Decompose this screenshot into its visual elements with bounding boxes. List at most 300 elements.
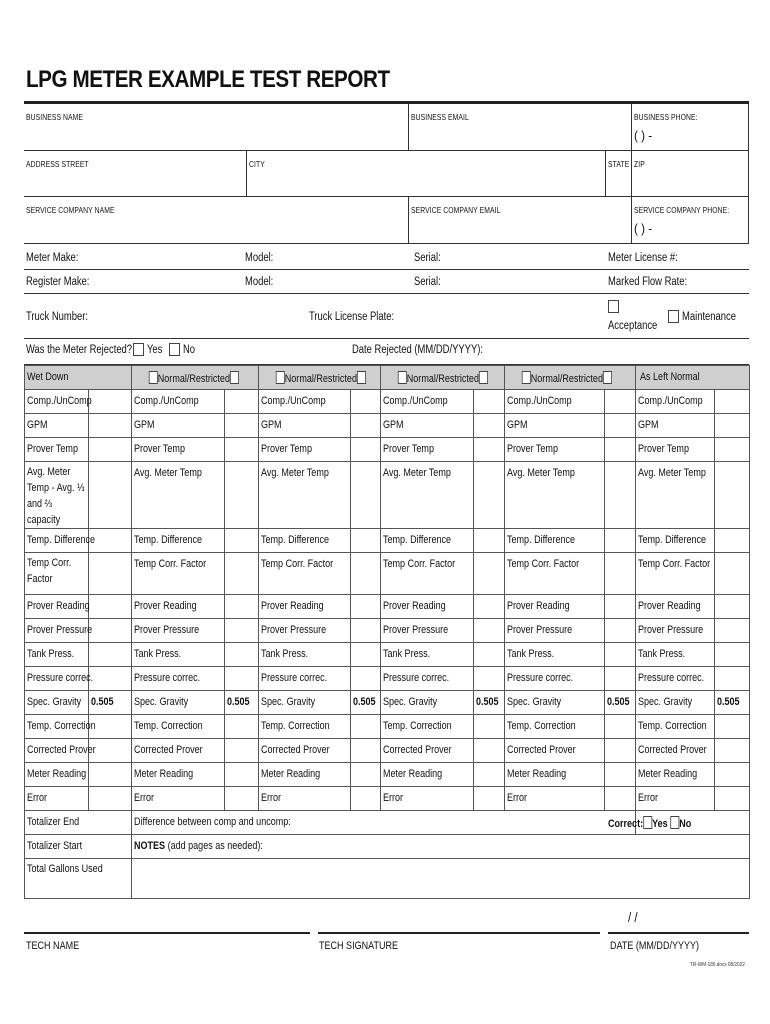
grid-value-cell[interactable]: [351, 787, 381, 811]
grid-row-label: [505, 667, 605, 691]
restricted-checkbox-2[interactable]: [357, 371, 366, 384]
grid-row-label-text: Prover Temp: [638, 443, 689, 455]
grid-value-cell[interactable]: [225, 414, 259, 438]
grid-row-label: [25, 595, 89, 619]
truck-license-plate-label: Truck License Plate:: [309, 311, 395, 323]
difference-label: [132, 811, 636, 835]
grid-row-label: [381, 595, 474, 619]
grid-value-cell[interactable]: [225, 390, 259, 414]
grid-row-label: [25, 462, 89, 529]
grid-row-label-text: Prover Temp: [134, 443, 185, 455]
grid-row-label: [505, 529, 605, 553]
grid-row-label-text: Error: [638, 792, 659, 804]
grid-row: [25, 390, 750, 414]
grid-row-label: [505, 739, 605, 763]
tech-name-line: [24, 932, 310, 934]
totalizer-end-row: [25, 811, 750, 835]
service-company-email-field[interactable]: [408, 197, 631, 244]
state-label: STATE: [608, 160, 630, 169]
grid-value-cell[interactable]: [225, 667, 259, 691]
grid-row-label-text: Error: [261, 792, 282, 804]
service-company-name-label: SERVICE COMPANY NAME: [26, 206, 115, 215]
grid-row: [25, 763, 750, 787]
grid-row-label-text: Prover Reading: [638, 600, 701, 612]
grid-row-label: [132, 390, 225, 414]
grid-value-cell[interactable]: [225, 715, 259, 739]
date-line: [608, 932, 749, 934]
grid-value-cell[interactable]: [89, 763, 132, 787]
grid-row: [25, 414, 750, 438]
grid-row-label: [259, 553, 351, 595]
grid-row-label: [132, 414, 225, 438]
grid-row: [25, 691, 750, 715]
grid-value-cell[interactable]: [225, 787, 259, 811]
service-company-email-label: SERVICE COMPANY EMAIL: [411, 206, 501, 215]
rejected-no-checkbox[interactable]: [169, 343, 180, 356]
service-company-phone-field[interactable]: [631, 197, 749, 244]
city-field[interactable]: [246, 151, 605, 197]
grid-row-label: [259, 715, 351, 739]
grid-row-label: [505, 715, 605, 739]
grid-row-label: [636, 691, 715, 715]
grid-value-cell[interactable]: [605, 438, 636, 462]
grid-value-cell[interactable]: [89, 438, 132, 462]
grid-row-label: [636, 787, 715, 811]
grid-row-label: [132, 438, 225, 462]
correct-wrap: [608, 811, 722, 830]
grid-value-cell[interactable]: [351, 667, 381, 691]
grid-row-label-text: Error: [27, 792, 48, 804]
test-grid: [24, 365, 750, 899]
grid-row-label: [25, 414, 89, 438]
grid-row: [25, 553, 750, 595]
was-rejected-label: Was the Meter Rejected?: [26, 344, 133, 356]
grid-value-cell[interactable]: [474, 529, 505, 553]
grid-value-cell[interactable]: [474, 390, 505, 414]
grid-row-label-text: Pressure correc.: [134, 672, 201, 684]
col-header-wet-down-text: Wet Down: [27, 371, 69, 383]
grid-row-label-text: Tank Press.: [638, 648, 686, 660]
grid-row-label: [259, 462, 351, 529]
date-slashes: / /: [628, 909, 638, 925]
maintenance-label: Maintenance: [682, 311, 737, 323]
grid-row-label: [381, 643, 474, 667]
spec-gravity-value-text: 0.505: [717, 696, 740, 708]
grid-row-label-text: GPM: [261, 419, 282, 431]
total-gallons-label: [25, 859, 132, 899]
grid-value-cell[interactable]: [715, 619, 750, 643]
acceptance-label: Acceptance: [608, 320, 658, 332]
grid-row-label-text: Tank Press.: [261, 648, 309, 660]
grid-row-label-text: Corrected Prover: [27, 744, 96, 756]
grid-row-label: [132, 529, 225, 553]
totalizer-end-label-text: Totalizer End: [27, 816, 80, 828]
spec-gravity-value: [474, 691, 505, 715]
grid-value-cell[interactable]: [225, 619, 259, 643]
grid-value-cell[interactable]: [605, 643, 636, 667]
grid-value-cell[interactable]: [89, 643, 132, 667]
grid-value-cell[interactable]: [474, 414, 505, 438]
zip-field[interactable]: [631, 151, 749, 197]
grid-row-label-text: Prover Temp: [383, 443, 434, 455]
grid-row-label-text: GPM: [638, 419, 659, 431]
grid-row-label: [636, 529, 715, 553]
grid-row-label: [25, 553, 89, 595]
totalizer-start-label-text: Totalizer Start: [27, 840, 83, 852]
grid-row-label: [636, 715, 715, 739]
grid-value-cell[interactable]: [605, 667, 636, 691]
grid-row-label: [132, 643, 225, 667]
grid-row-label-text: Spec. Gravity: [507, 696, 562, 708]
grid-row-label-text: GPM: [383, 419, 404, 431]
meter-model-label: Model:: [245, 252, 274, 264]
grid-row-label: [259, 763, 351, 787]
report-title: LPG METER EXAMPLE TEST REPORT: [26, 66, 390, 93]
grid-row-label: [132, 763, 225, 787]
grid-row-label: [505, 438, 605, 462]
grid-value-cell[interactable]: [89, 462, 132, 529]
grid-value-cell[interactable]: [225, 553, 259, 595]
grid-row: [25, 739, 750, 763]
meter-serial-label: Serial:: [414, 252, 441, 264]
grid-value-cell[interactable]: [225, 595, 259, 619]
grid-value-cell[interactable]: [715, 643, 750, 667]
grid-value-cell[interactable]: [89, 787, 132, 811]
grid-row-label-text: Pressure correc.: [261, 672, 328, 684]
grid-row-label: [25, 787, 89, 811]
grid-value-cell[interactable]: [474, 643, 505, 667]
notes-rest-label: (add pages as needed):: [165, 840, 263, 852]
grid-value-cell[interactable]: [605, 414, 636, 438]
grid-value-cell[interactable]: [351, 414, 381, 438]
grid-value-cell[interactable]: [351, 595, 381, 619]
grid-value-cell[interactable]: [474, 739, 505, 763]
grid-value-cell[interactable]: [715, 667, 750, 691]
state-field[interactable]: [605, 151, 631, 197]
grid-value-cell[interactable]: [474, 787, 505, 811]
grid-value-cell[interactable]: [715, 414, 750, 438]
register-model-label: Model:: [245, 276, 274, 288]
grid-value-cell[interactable]: [474, 553, 505, 595]
grid-value-cell[interactable]: [351, 715, 381, 739]
grid-row-label-text: Temp. Correction: [27, 720, 96, 732]
grid-row: [25, 643, 750, 667]
grid-row-label-text: Corrected Prover: [261, 744, 330, 756]
restricted-checkbox-3[interactable]: [479, 371, 488, 384]
grid-row-label-text: GPM: [27, 419, 48, 431]
notes-bold-label: NOTES: [134, 840, 166, 852]
col-header-wrap-4: [507, 366, 610, 385]
grid-row-label-text: Pressure correc.: [638, 672, 705, 684]
grid-row-label: [636, 739, 715, 763]
grid-row-label-text: Temp Corr. Factor: [507, 558, 580, 570]
col-header-wrap-1: [134, 366, 234, 385]
grid-row-label-text: Prover Reading: [134, 600, 197, 612]
col-header-label-2: Normal/Restricted: [284, 373, 357, 385]
grid-value-cell[interactable]: [605, 739, 636, 763]
grid-row-label-text: Avg. Meter Temp - Avg. ⅓ and ⅔ capacity: [27, 466, 85, 526]
grid-value-cell[interactable]: [474, 438, 505, 462]
grid-value-cell[interactable]: [715, 787, 750, 811]
date-label: DATE (MM/DD/YYYY): [610, 940, 700, 952]
grid-value-cell[interactable]: [89, 414, 132, 438]
notes-cell[interactable]: [132, 835, 750, 859]
grid-value-cell[interactable]: [474, 619, 505, 643]
grid-row-label: [25, 529, 96, 553]
grid-value-cell[interactable]: [605, 462, 636, 529]
grid-row-label-text: Comp./UnComp: [507, 395, 572, 407]
grid-row-label: [381, 715, 474, 739]
grid-row-label-text: Prover Reading: [507, 600, 570, 612]
footer-doc-id: TR-WM-185.docx 08/2022: [690, 962, 745, 968]
grid-row-label: [505, 643, 605, 667]
register-make-label: Register Make:: [26, 276, 90, 288]
grid-value-cell[interactable]: [715, 595, 750, 619]
grid-row-label: [25, 739, 96, 763]
grid-value-cell[interactable]: [89, 553, 132, 595]
grid-value-cell[interactable]: [715, 390, 750, 414]
col-header-normal-restricted-2: [259, 366, 381, 390]
grid-row-label: [132, 667, 225, 691]
grid-row-label: [505, 414, 605, 438]
spec-gravity-value: [89, 691, 132, 715]
grid-row-label-text: Pressure correc.: [27, 672, 94, 684]
grid-row-label: [25, 438, 89, 462]
grid-value-cell[interactable]: [605, 619, 636, 643]
total-gallons-row: [25, 859, 750, 899]
grid-value-cell[interactable]: [715, 739, 750, 763]
total-gallons-label-text: Total Gallons Used: [27, 863, 103, 875]
notes-wrap: [134, 835, 637, 852]
grid-value-cell[interactable]: [89, 667, 132, 691]
grid-value-cell[interactable]: [351, 553, 381, 595]
grid-row-label-text: Temp. Difference: [507, 534, 576, 546]
grid-row: [25, 595, 750, 619]
grid-value-cell[interactable]: [225, 739, 259, 763]
grid-row-label-text: Pressure correc.: [507, 672, 574, 684]
grid-row: [25, 787, 750, 811]
business-phone-field[interactable]: [631, 104, 749, 151]
grid-row-label: [381, 619, 474, 643]
normal-checkbox-3[interactable]: [398, 371, 407, 384]
grid-row-label-text: Tank Press.: [134, 648, 182, 660]
correct-yes-label: Yes: [652, 818, 668, 830]
grid-value-cell[interactable]: [351, 739, 381, 763]
grid-row-label: [505, 691, 605, 715]
grid-row-label: [381, 390, 474, 414]
restricted-checkbox-4[interactable]: [603, 371, 612, 384]
grid-row-label: [636, 462, 715, 529]
grid-row-label-text: Avg. Meter Temp: [507, 467, 575, 479]
grid-row-label: [259, 619, 351, 643]
correct-no-checkbox[interactable]: [670, 816, 679, 829]
grid-value-cell[interactable]: [474, 763, 505, 787]
grid-row-label-text: Temp. Difference: [134, 534, 203, 546]
grid-row: [25, 715, 750, 739]
restricted-checkbox-1[interactable]: [230, 371, 239, 384]
normal-checkbox-2[interactable]: [276, 371, 285, 384]
grid-row-label-text: Temp Corr. Factor: [638, 558, 711, 570]
rejected-yes-label: Yes: [147, 344, 163, 356]
grid-row-label-text: Prover Pressure: [261, 624, 327, 636]
grid-row-label: [259, 390, 351, 414]
service-phone-mask: ( ) -: [634, 221, 653, 236]
grid-row-label: [132, 691, 225, 715]
grid-value-cell[interactable]: [715, 553, 750, 595]
grid-row-label: [381, 787, 474, 811]
grid-row-label: [132, 715, 225, 739]
grid-row-label: [381, 691, 474, 715]
business-phone-label: BUSINESS PHONE:: [634, 113, 698, 122]
grid-value-cell[interactable]: [474, 715, 505, 739]
grid-row-label: [25, 667, 94, 691]
grid-value-cell[interactable]: [225, 438, 259, 462]
spec-gravity-value: [605, 691, 636, 715]
grid-row-label: [505, 763, 605, 787]
grid-row: [25, 438, 750, 462]
grid-value-cell[interactable]: [605, 715, 636, 739]
grid-row-label-text: Temp. Correction: [134, 720, 203, 732]
business-email-label: BUSINESS EMAIL: [411, 113, 469, 122]
grid-row-label: [259, 438, 351, 462]
marked-flow-rate-label: Marked Flow Rate:: [608, 276, 688, 288]
grid-value-cell[interactable]: [225, 643, 259, 667]
grid-row-label-text: Prover Pressure: [507, 624, 573, 636]
col-header-as-left-normal-text: As Left Normal: [640, 371, 700, 383]
notes-area[interactable]: [132, 859, 750, 899]
grid-row-label-text: Temp. Difference: [27, 534, 96, 546]
grid-row-label: [259, 691, 351, 715]
grid-value-cell[interactable]: [474, 667, 505, 691]
grid-row-label: [636, 553, 715, 595]
maintenance-checkbox[interactable]: [668, 310, 679, 323]
grid-row-label-text: Temp. Difference: [261, 534, 330, 546]
grid-value-cell[interactable]: [351, 763, 381, 787]
grid-row-label: [25, 619, 93, 643]
grid-value-cell[interactable]: [89, 619, 132, 643]
grid-row: [25, 667, 750, 691]
grid-row-label-text: Error: [383, 792, 404, 804]
truck-number-label: Truck Number:: [26, 311, 89, 323]
rejected-no-label: No: [183, 344, 196, 356]
grid-row-label-text: Error: [507, 792, 528, 804]
grid-value-cell[interactable]: [351, 438, 381, 462]
grid-row-label-text: Spec. Gravity: [261, 696, 316, 708]
grid-row-label: [381, 529, 474, 553]
grid-value-cell[interactable]: [225, 462, 259, 529]
spec-gravity-value: [351, 691, 381, 715]
grid-row-label-text: Avg. Meter Temp: [261, 467, 329, 479]
grid-value-cell[interactable]: [605, 763, 636, 787]
grid-row-label: [25, 390, 92, 414]
grid-row-label: [132, 787, 225, 811]
grid-row-label-text: Tank Press.: [27, 648, 75, 660]
grid-value-cell[interactable]: [715, 715, 750, 739]
service-company-name-field[interactable]: [24, 197, 408, 244]
address-street-field[interactable]: [24, 151, 246, 197]
grid-value-cell[interactable]: [351, 390, 381, 414]
grid-row-label: [259, 595, 351, 619]
grid-value-cell[interactable]: [605, 553, 636, 595]
col-header-wrap-2: [261, 366, 357, 385]
grid-row-label-text: Corrected Prover: [638, 744, 707, 756]
grid-value-cell[interactable]: [89, 390, 132, 414]
grid-value-cell[interactable]: [474, 462, 505, 529]
grid-row-label-text: Temp. Correction: [383, 720, 452, 732]
grid-value-cell[interactable]: [225, 529, 259, 553]
grid-row-label-text: Prover Temp: [507, 443, 558, 455]
grid-value-cell[interactable]: [715, 763, 750, 787]
grid-row-label-text: Avg. Meter Temp: [638, 467, 706, 479]
grid-value-cell[interactable]: [715, 529, 750, 553]
col-header-normal-restricted-3: [381, 366, 505, 390]
grid-value-cell[interactable]: [715, 438, 750, 462]
grid-row-label-text: Meter Reading: [507, 768, 567, 780]
acceptance-checkbox[interactable]: [608, 300, 619, 313]
grid-value-cell[interactable]: [605, 595, 636, 619]
grid-row-label-text: Prover Pressure: [383, 624, 449, 636]
grid-row-label: [505, 787, 605, 811]
date-rejected-label: Date Rejected (MM/DD/YYYY):: [352, 344, 484, 356]
grid-row-label-text: Temp. Difference: [638, 534, 707, 546]
grid-row-label-text: Temp Corr. Factor: [261, 558, 334, 570]
normal-checkbox-4[interactable]: [522, 371, 531, 384]
city-label: CITY: [249, 160, 265, 169]
grid-row-label: [132, 739, 225, 763]
grid-row-label: [505, 462, 605, 529]
grid-value-cell[interactable]: [605, 390, 636, 414]
grid-value-cell[interactable]: [351, 462, 381, 529]
grid-value-cell[interactable]: [225, 763, 259, 787]
grid-row-label-text: Tank Press.: [507, 648, 555, 660]
spec-gravity-value: [225, 691, 259, 715]
spec-gravity-value-text: 0.505: [91, 696, 114, 708]
grid-row-label: [259, 643, 351, 667]
rejected-yes-checkbox[interactable]: [133, 343, 144, 356]
grid-row-label-text: Error: [134, 792, 155, 804]
business-name-field[interactable]: [24, 104, 408, 151]
grid-row-label-text: Prover Pressure: [638, 624, 704, 636]
grid-row-label-text: Prover Reading: [27, 600, 90, 612]
normal-checkbox-1[interactable]: [149, 371, 158, 384]
grid-value-cell[interactable]: [351, 529, 381, 553]
grid-value-cell[interactable]: [474, 595, 505, 619]
totalizer-end-label: [25, 811, 132, 835]
grid-value-cell[interactable]: [605, 529, 636, 553]
grid-row-label: [636, 390, 715, 414]
grid-row-label: [259, 787, 351, 811]
grid-row-label-text: Spec. Gravity: [383, 696, 438, 708]
grid-row-label-text: GPM: [507, 419, 528, 431]
grid-row-label-text: Temp Corr. Factor: [383, 558, 456, 570]
correct-yes-checkbox[interactable]: [643, 816, 652, 829]
grid-row-label-text: Comp./UnComp: [638, 395, 703, 407]
grid-row-label: [636, 763, 715, 787]
grid-value-cell[interactable]: [351, 619, 381, 643]
grid-value-cell[interactable]: [605, 787, 636, 811]
grid-row-label-text: Pressure correc.: [383, 672, 450, 684]
grid-value-cell[interactable]: [715, 462, 750, 529]
grid-row-label-text: Tank Press.: [383, 648, 431, 660]
meter-license-label: Meter License #:: [608, 252, 678, 264]
grid-value-cell[interactable]: [89, 595, 132, 619]
grid-value-cell[interactable]: [351, 643, 381, 667]
totalizer-start-row: [25, 835, 750, 859]
business-email-field[interactable]: [408, 104, 631, 151]
grid-row-label: [381, 414, 474, 438]
zip-label: ZIP: [634, 160, 645, 169]
grid-row-label: [636, 414, 715, 438]
